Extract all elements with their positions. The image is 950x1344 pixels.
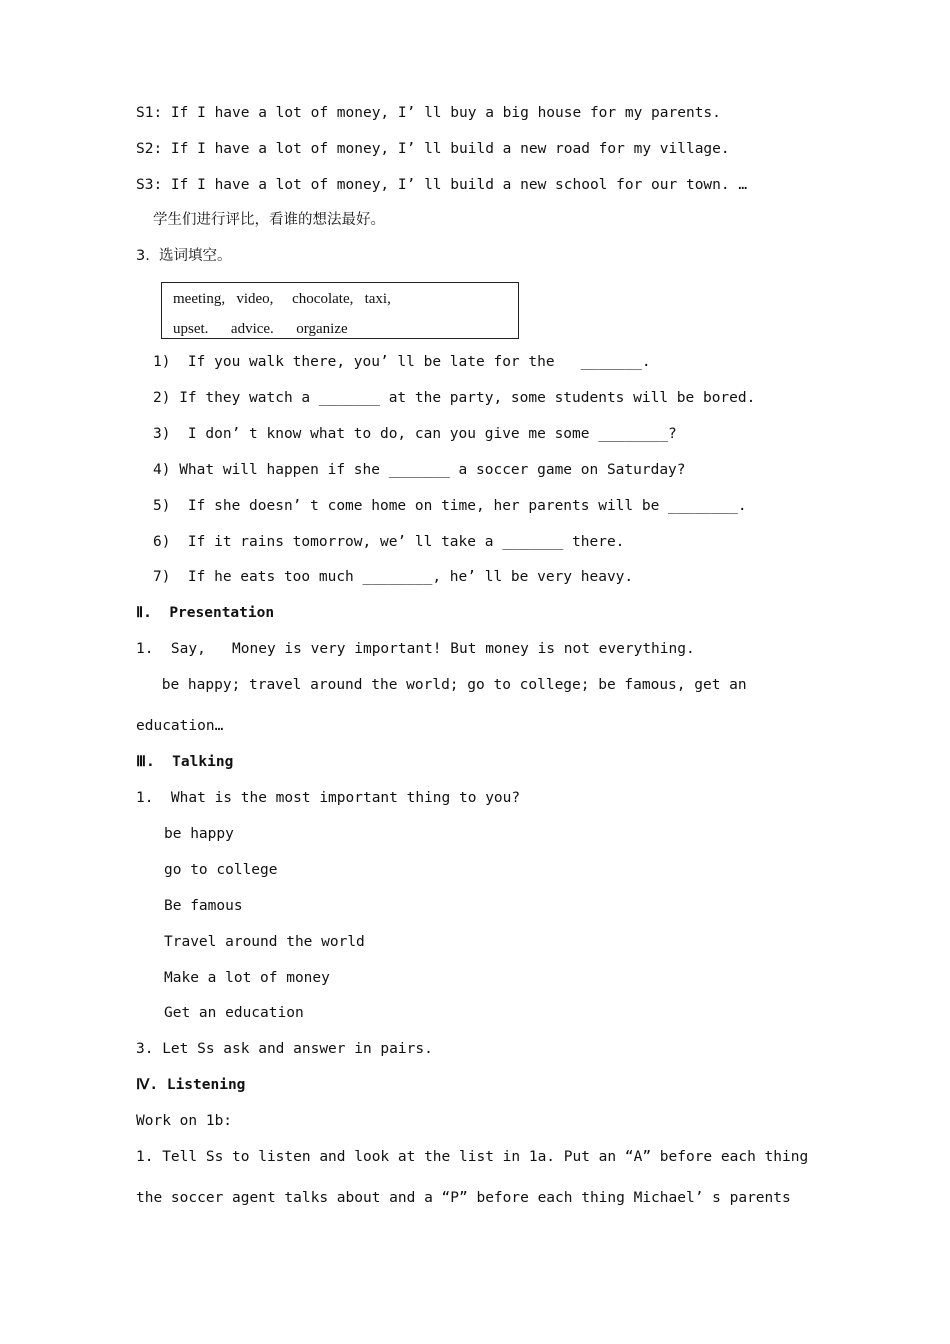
listening-heading: Ⅳ. Listening: [136, 1077, 246, 1093]
presentation-line-3: education…: [136, 718, 224, 734]
fill-item-7: 7) If he eats too much ________, he’ ll be very heavy.: [153, 569, 634, 585]
listening-line-2: the soccer agent talks about and a “P” before each thing Michael’ s parents: [136, 1190, 791, 1206]
talking-option-4: Travel around the world: [164, 934, 365, 950]
talking-question: 1. What is the most important thing to you?: [136, 790, 521, 806]
task3-title: 3. 选词填空。: [136, 248, 232, 264]
listening-line-1: 1. Tell Ss to listen and look at the list in 1a. Put an “A” before each thing: [136, 1149, 809, 1165]
fill-item-3: 3) I don’ t know what to do, can you give me some ________?: [153, 426, 677, 442]
warmup-line-s3: S3: If I have a lot of money, I’ ll build a new school for our town. …: [136, 177, 748, 193]
warmup-line-s2: S2: If I have a lot of money, I’ ll build a new road for my village.: [136, 141, 730, 157]
presentation-heading: Ⅱ. Presentation: [136, 605, 275, 621]
fill-item-6: 6) If it rains tomorrow, we’ ll take a _______ there.: [153, 534, 625, 550]
presentation-line-2: be happy; travel around the world; go to college; be famous, get an: [153, 677, 747, 693]
talking-heading: Ⅲ. Talking: [136, 754, 234, 770]
talking-option-5: Make a lot of money: [164, 970, 330, 986]
word-box-row1: meeting, video, chocolate, taxi,: [173, 291, 391, 307]
word-box: [161, 282, 519, 339]
talking-option-6: Get an education: [164, 1005, 304, 1021]
presentation-line-1: 1. Say, Money is very important! But money is not everything.: [136, 641, 695, 657]
warmup-line-s1: S1: If I have a lot of money, I’ ll buy a big house for my parents.: [136, 105, 721, 121]
listening-work: Work on 1b:: [136, 1113, 233, 1129]
word-box-row2: upset. advice. organize: [173, 321, 348, 337]
fill-item-4: 4) What will happen if she _______ a soccer game on Saturday?: [153, 462, 686, 478]
talking-pairs: 3. Let Ss ask and answer in pairs.: [136, 1041, 433, 1057]
talking-option-2: go to college: [164, 862, 278, 878]
compare-note: 学生们进行评比，看谁的想法最好。: [153, 212, 385, 228]
talking-option-3: Be famous: [164, 898, 243, 914]
fill-item-5: 5) If she doesn’ t come home on time, her parents will be ________.: [153, 498, 747, 514]
fill-item-1: 1) If you walk there, you’ ll be late for the _______.: [153, 354, 651, 370]
talking-option-1: be happy: [164, 826, 234, 842]
fill-item-2: 2) If they watch a _______ at the party, some students will be bored.: [153, 390, 756, 406]
